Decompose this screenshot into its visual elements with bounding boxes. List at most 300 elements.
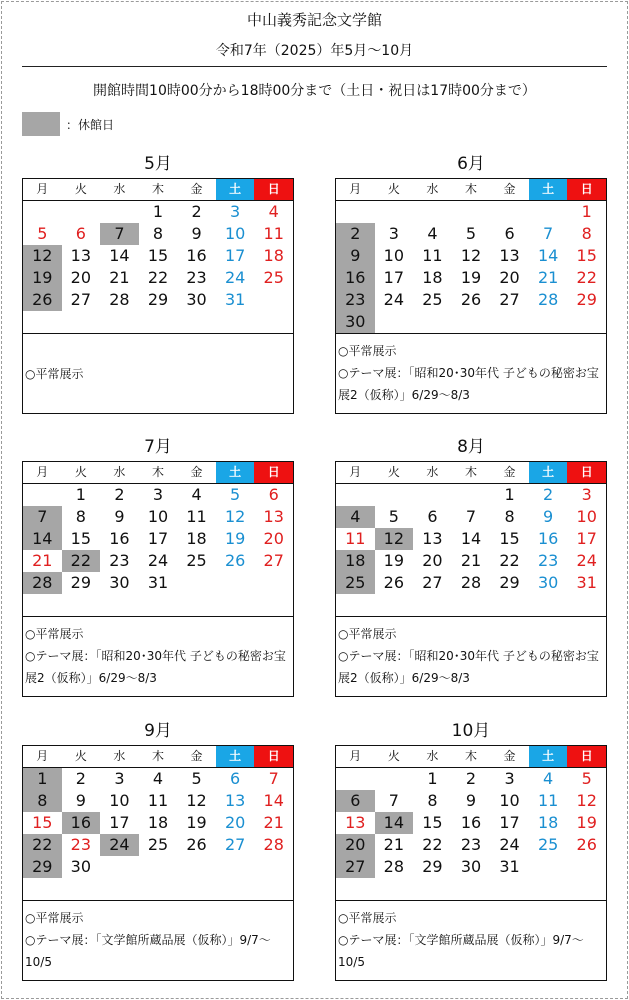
empty-cell [413, 878, 452, 900]
day-cell: 10 [576, 507, 597, 526]
empty-cell [529, 311, 568, 333]
exhibition-note: ○平常展示 [25, 911, 84, 925]
page-title: 中山義秀記念文学館 [246, 11, 382, 29]
empty-cell [23, 878, 62, 900]
day-cell: 21 [537, 268, 559, 287]
day-cell: 27 [263, 551, 284, 570]
weekday-header: 火 [375, 462, 414, 484]
day-cell: 10 [499, 791, 520, 810]
weekday-header: 水 [413, 462, 452, 484]
day-cell: 21 [383, 835, 405, 854]
closed-day-cell: 1 [23, 768, 62, 790]
empty-cell [254, 572, 293, 594]
day-cell: 3 [230, 202, 241, 221]
empty-cell [529, 201, 568, 223]
day-cell: 20 [263, 529, 284, 548]
weekday-header: 日 [567, 746, 606, 768]
month-calendar [335, 150, 607, 414]
day-cell: 12 [576, 791, 597, 810]
closed-day-cell: 12 [23, 245, 62, 267]
day-cell: 24 [499, 835, 520, 854]
exhibition-notes [336, 333, 606, 413]
day-cell: 18 [186, 529, 207, 548]
day-cell: 22 [576, 268, 597, 287]
day-cell: 23 [460, 835, 482, 854]
empty-cell [139, 311, 178, 333]
empty-cell [375, 311, 414, 333]
closed-day-cell: 30 [336, 311, 375, 333]
day-cell: 28 [537, 290, 559, 309]
weekday-header: 土 [529, 462, 568, 484]
weekday-header: 金 [177, 746, 216, 768]
day-cell: 11 [537, 791, 559, 810]
period-subtitle: 令和7年（2025）年5月～10月 [215, 43, 414, 59]
day-cell: 19 [224, 529, 246, 548]
closed-day-cell: 6 [336, 790, 375, 812]
weekday-header: 金 [177, 462, 216, 484]
empty-cell [216, 572, 255, 594]
empty-cell [452, 878, 491, 900]
closed-day-cell: 26 [23, 289, 62, 311]
day-cell: 15 [422, 813, 443, 832]
empty-cell [336, 768, 375, 790]
day-cell: 26 [383, 573, 405, 592]
day-cell: 14 [263, 791, 284, 810]
closed-day-cell: 22 [23, 834, 62, 856]
day-cell: 14 [109, 246, 130, 265]
day-cell: 26 [576, 835, 597, 854]
exhibition-note: ○テーマ展：「昭和20･30年代 子どもの秘密お宝展2（仮称）」6/29～8/3 [25, 649, 286, 685]
weekday-header: 火 [375, 179, 414, 201]
day-cell: 26 [224, 551, 246, 570]
empty-cell [216, 594, 255, 616]
day-cell: 21 [460, 551, 482, 570]
exhibition-notes [336, 616, 606, 696]
exhibition-notes [23, 616, 293, 696]
weekday-header: 金 [490, 462, 529, 484]
month-title: 8月 [457, 437, 485, 457]
day-cell: 5 [465, 224, 477, 243]
calendar-grid [23, 462, 293, 616]
closed-day-cell: 22 [62, 550, 101, 572]
weekday-header: 月 [336, 462, 375, 484]
day-cell: 6 [75, 224, 86, 243]
closed-day-cell: 14 [23, 528, 62, 550]
day-cell: 17 [499, 813, 520, 832]
day-cell: 10 [147, 507, 169, 526]
empty-cell [62, 594, 101, 616]
day-cell: 11 [147, 791, 169, 810]
empty-cell [567, 594, 606, 616]
header-divider [22, 66, 607, 67]
empty-cell [254, 289, 293, 311]
day-cell: 23 [70, 835, 92, 854]
weekday-header: 水 [413, 179, 452, 201]
exhibition-note: ○平常展示 [25, 627, 84, 641]
day-cell: 5 [581, 769, 592, 788]
empty-cell [139, 878, 178, 900]
day-cell: 7 [543, 224, 554, 243]
closed-day-cell: 7 [100, 223, 139, 245]
day-cell: 28 [460, 573, 482, 592]
empty-cell [254, 856, 293, 878]
day-cell: 27 [499, 290, 520, 309]
calendar-table [335, 461, 607, 697]
day-cell: 3 [504, 769, 515, 788]
day-cell: 25 [422, 290, 443, 309]
empty-cell [336, 484, 375, 506]
empty-cell [413, 484, 452, 506]
day-cell: 6 [504, 224, 515, 243]
calendar-table [335, 178, 607, 414]
closed-day-cell: 23 [336, 289, 375, 311]
weekday-header: 水 [413, 746, 452, 768]
day-cell: 13 [499, 246, 520, 265]
empty-cell [62, 201, 101, 223]
month-title: 7月 [144, 437, 172, 457]
day-cell: 5 [230, 485, 241, 504]
day-cell: 23 [186, 268, 207, 287]
day-cell: 3 [114, 769, 125, 788]
day-cell: 29 [499, 573, 520, 592]
day-cell: 18 [147, 813, 169, 832]
weekday-header: 金 [490, 179, 529, 201]
closed-day-cell: 12 [375, 528, 414, 550]
day-cell: 14 [537, 246, 559, 265]
day-cell: 10 [383, 246, 405, 265]
empty-cell [254, 594, 293, 616]
empty-cell [336, 878, 375, 900]
empty-cell [490, 201, 529, 223]
empty-cell [216, 311, 255, 333]
day-cell: 4 [427, 224, 438, 243]
day-cell: 29 [576, 290, 597, 309]
empty-cell [254, 311, 293, 333]
weekday-header: 月 [336, 746, 375, 768]
calendar-table [335, 745, 607, 981]
day-cell: 8 [581, 224, 592, 243]
day-cell: 4 [543, 769, 554, 788]
empty-cell [529, 878, 568, 900]
empty-cell [254, 878, 293, 900]
day-cell: 12 [460, 246, 482, 265]
weekday-header: 日 [254, 746, 293, 768]
empty-cell [336, 201, 375, 223]
closed-day-cell: 29 [23, 856, 62, 878]
exhibition-note: ○テーマ展：「昭和20･30年代 子どもの秘密お宝展2（仮称）」6/29～8/3 [338, 366, 599, 402]
day-cell: 24 [383, 290, 405, 309]
exhibition-notes [23, 333, 293, 413]
day-cell: 28 [263, 835, 284, 854]
day-cell: 7 [388, 791, 399, 810]
weekday-header: 日 [567, 179, 606, 201]
weekday-header: 土 [216, 746, 255, 768]
day-cell: 29 [422, 857, 443, 876]
empty-cell [100, 201, 139, 223]
day-cell: 13 [224, 791, 246, 810]
day-cell: 5 [191, 769, 202, 788]
day-cell: 23 [109, 551, 130, 570]
empty-cell [567, 311, 606, 333]
day-cell: 20 [499, 268, 520, 287]
empty-cell [336, 594, 375, 616]
empty-cell [413, 201, 452, 223]
empty-cell [216, 856, 255, 878]
day-cell: 8 [504, 507, 515, 526]
day-cell: 2 [75, 769, 86, 788]
empty-cell [529, 856, 568, 878]
day-cell: 3 [152, 485, 164, 504]
month-calendar [335, 433, 607, 697]
empty-cell [100, 856, 139, 878]
closed-day-cell: 16 [336, 267, 375, 289]
empty-cell [177, 311, 216, 333]
empty-cell [62, 311, 101, 333]
weekday-header: 日 [567, 462, 606, 484]
closed-day-swatch [22, 112, 60, 136]
day-cell: 12 [186, 791, 207, 810]
empty-cell [452, 594, 491, 616]
empty-cell [375, 878, 414, 900]
closed-day-cell: 2 [336, 223, 375, 245]
month-title: 6月 [457, 154, 485, 174]
exhibition-note: ○平常展示 [338, 627, 397, 641]
day-cell: 31 [576, 573, 597, 592]
day-cell: 8 [75, 507, 86, 526]
empty-cell [23, 594, 62, 616]
weekday-header: 木 [452, 179, 491, 201]
day-cell: 30 [70, 857, 92, 876]
day-cell: 24 [224, 268, 246, 287]
day-cell: 21 [109, 268, 130, 287]
day-cell: 31 [224, 290, 246, 309]
day-cell: 24 [576, 551, 597, 570]
calendar-table [22, 178, 294, 414]
month-title: 9月 [144, 721, 172, 741]
day-cell: 15 [32, 813, 53, 832]
day-cell: 26 [460, 290, 482, 309]
weekday-header: 日 [254, 179, 293, 201]
weekday-header: 日 [254, 462, 293, 484]
weekday-header: 火 [375, 746, 414, 768]
exhibition-note: ○テーマ展：「昭和20･30年代 子どもの秘密お宝展2（仮称）」6/29～8/3 [338, 649, 599, 685]
empty-cell [100, 594, 139, 616]
day-cell: 17 [224, 246, 246, 265]
month-title: 5月 [144, 154, 172, 174]
empty-cell [375, 484, 414, 506]
day-cell: 1 [75, 485, 86, 504]
weekday-header: 木 [139, 746, 178, 768]
day-cell: 3 [388, 224, 399, 243]
weekday-header: 月 [23, 746, 62, 768]
day-cell: 11 [186, 507, 207, 526]
weekday-header: 月 [23, 179, 62, 201]
weekday-header: 火 [62, 746, 101, 768]
day-cell: 9 [543, 507, 554, 526]
calendar-grid [336, 746, 606, 900]
day-cell: 3 [581, 485, 592, 504]
day-cell: 16 [186, 246, 207, 265]
day-cell: 13 [345, 813, 366, 832]
weekday-header: 火 [62, 179, 101, 201]
day-cell: 20 [70, 268, 92, 287]
day-cell: 30 [109, 573, 130, 592]
empty-cell [490, 311, 529, 333]
day-cell: 15 [70, 529, 92, 548]
empty-cell [100, 878, 139, 900]
day-cell: 18 [537, 813, 559, 832]
day-cell: 1 [152, 202, 164, 221]
closed-day-cell: 24 [100, 834, 139, 856]
day-cell: 19 [383, 551, 405, 570]
empty-cell [23, 311, 62, 333]
empty-cell [567, 856, 606, 878]
day-cell: 27 [70, 290, 92, 309]
calendar-table [22, 745, 294, 981]
day-cell: 2 [114, 485, 125, 504]
empty-cell [375, 594, 414, 616]
day-cell: 17 [109, 813, 130, 832]
day-cell: 11 [345, 529, 366, 548]
closed-day-cell: 27 [336, 856, 375, 878]
day-cell: 2 [465, 769, 477, 788]
empty-cell [452, 484, 491, 506]
day-cell: 15 [499, 529, 520, 548]
closed-day-cell: 19 [23, 267, 62, 289]
closed-day-cell: 7 [23, 506, 62, 528]
day-cell: 17 [576, 529, 597, 548]
empty-cell [490, 594, 529, 616]
day-cell: 10 [109, 791, 130, 810]
exhibition-notes [336, 900, 606, 980]
day-cell: 1 [427, 769, 438, 788]
day-cell: 2 [543, 485, 554, 504]
day-cell: 30 [537, 573, 559, 592]
day-cell: 9 [191, 224, 202, 243]
day-cell: 9 [75, 791, 86, 810]
day-cell: 16 [460, 813, 482, 832]
day-cell: 30 [186, 290, 207, 309]
day-cell: 6 [230, 769, 241, 788]
exhibition-notes [23, 900, 293, 980]
day-cell: 25 [263, 268, 284, 287]
day-cell: 1 [504, 485, 515, 504]
day-cell: 8 [427, 791, 438, 810]
weekday-header: 土 [216, 462, 255, 484]
day-cell: 12 [224, 507, 246, 526]
weekday-header: 木 [139, 179, 178, 201]
calendar-grid [336, 179, 606, 333]
exhibition-note: ○平常展示 [25, 366, 84, 381]
empty-cell [23, 201, 62, 223]
closed-day-cell: 4 [336, 506, 375, 528]
day-cell: 4 [152, 769, 164, 788]
weekday-header: 火 [62, 462, 101, 484]
day-cell: 13 [263, 507, 284, 526]
calendar-grid [23, 746, 293, 900]
day-cell: 18 [422, 268, 443, 287]
day-cell: 20 [224, 813, 246, 832]
empty-cell [177, 572, 216, 594]
legend [22, 112, 114, 136]
day-cell: 25 [186, 551, 207, 570]
empty-cell [452, 201, 491, 223]
day-cell: 6 [427, 507, 438, 526]
day-cell: 22 [499, 551, 520, 570]
day-cell: 23 [537, 551, 559, 570]
month-calendar [22, 150, 294, 414]
day-cell: 11 [263, 224, 284, 243]
weekday-header: 金 [177, 179, 216, 201]
closed-day-cell: 8 [23, 790, 62, 812]
empty-cell [375, 201, 414, 223]
empty-cell [413, 311, 452, 333]
day-cell: 14 [460, 529, 482, 548]
day-cell: 25 [147, 835, 169, 854]
weekday-header: 木 [452, 746, 491, 768]
day-cell: 17 [147, 529, 169, 548]
calendar-grid [336, 462, 606, 616]
day-cell: 13 [70, 246, 92, 265]
day-cell: 7 [268, 769, 279, 788]
empty-cell [490, 878, 529, 900]
exhibition-note: ○平常展示 [338, 911, 397, 925]
closed-day-cell: 18 [336, 550, 375, 572]
day-cell: 9 [114, 507, 125, 526]
day-cell: 19 [576, 813, 597, 832]
day-cell: 29 [70, 573, 92, 592]
calendar-table [22, 461, 294, 697]
opening-hours: 開館時間10時00分から18時00分まで（土日・祝日は17時00分まで） [93, 83, 536, 99]
day-cell: 22 [422, 835, 443, 854]
day-cell: 5 [37, 224, 48, 243]
day-cell: 22 [147, 268, 169, 287]
empty-cell [567, 878, 606, 900]
closed-day-cell: 9 [336, 245, 375, 267]
day-cell: 28 [109, 290, 130, 309]
exhibition-note: ○テーマ展：「文学館所蔵品展（仮称）」9/7～10/5 [25, 933, 271, 969]
day-cell: 31 [499, 857, 520, 876]
empty-cell [177, 856, 216, 878]
empty-cell [139, 856, 178, 878]
closed-day-cell: 20 [336, 834, 375, 856]
empty-cell [23, 484, 62, 506]
closed-day-cell: 14 [375, 812, 414, 834]
day-cell: 4 [268, 202, 279, 221]
legend-label: ：休館日 [66, 117, 115, 132]
closed-day-cell: 28 [23, 572, 62, 594]
day-cell: 10 [224, 224, 246, 243]
day-cell: 7 [465, 507, 477, 526]
day-cell: 6 [268, 485, 279, 504]
day-cell: 20 [422, 551, 443, 570]
month-title: 10月 [451, 721, 491, 741]
weekday-header: 木 [452, 462, 491, 484]
day-cell: 27 [224, 835, 246, 854]
weekday-header: 金 [490, 746, 529, 768]
day-cell: 25 [537, 835, 559, 854]
month-calendar [335, 717, 607, 981]
weekday-header: 土 [529, 746, 568, 768]
empty-cell [139, 594, 178, 616]
month-calendar [22, 433, 294, 697]
day-cell: 24 [147, 551, 169, 570]
day-cell: 5 [388, 507, 399, 526]
day-cell: 16 [537, 529, 559, 548]
exhibition-note: ○テーマ展：「文学館所蔵品展（仮称）」9/7～10/5 [338, 933, 584, 969]
day-cell: 11 [422, 246, 443, 265]
day-cell: 15 [576, 246, 597, 265]
